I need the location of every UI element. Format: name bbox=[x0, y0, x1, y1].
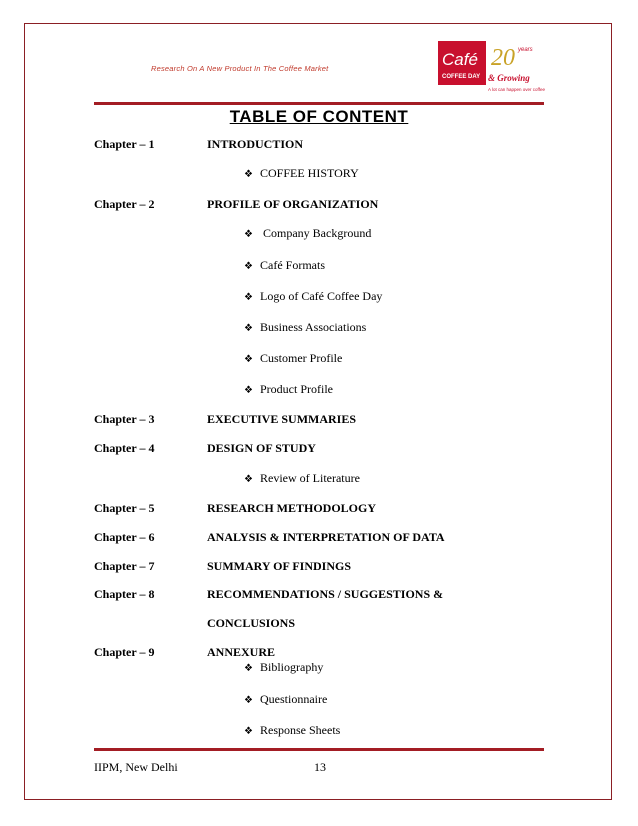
toc-subitem: ❖ Questionnaire bbox=[244, 692, 328, 706]
page-title: TABLE OF CONTENT bbox=[229, 107, 409, 126]
logo-subname: COFFEE DAY bbox=[442, 74, 481, 80]
chapter-label: Chapter – 1 bbox=[94, 137, 155, 151]
diamond-bullet-icon: ❖ bbox=[244, 726, 253, 737]
chapter-label: Chapter – 7 bbox=[94, 559, 155, 573]
toc-subitem: ❖ Bibliography bbox=[244, 660, 324, 674]
chapter-title: SUMMARY OF FINDINGS bbox=[207, 559, 352, 573]
chapter-title: RESEARCH METHODOLOGY bbox=[207, 501, 377, 515]
chapter-label: Chapter – 8 bbox=[94, 587, 155, 601]
chapter-label: Chapter – 5 bbox=[94, 501, 155, 515]
chapter-label: Chapter – 3 bbox=[94, 412, 155, 426]
chapter-title: ANNEXURE bbox=[207, 645, 276, 659]
toc-subitem: ❖ Product Profile bbox=[244, 382, 333, 396]
chapter-label: Chapter – 6 bbox=[94, 530, 155, 544]
cafe-coffee-day-logo bbox=[436, 37, 545, 95]
diamond-bullet-icon: ❖ bbox=[244, 474, 253, 485]
toc-subitem: ❖ Response Sheets bbox=[244, 723, 341, 737]
header-rule bbox=[94, 102, 544, 105]
diamond-bullet-icon: ❖ bbox=[244, 354, 253, 365]
logo-tagline: A lot can happen over coffee bbox=[488, 87, 545, 92]
toc-subitem: ❖ Café Formats bbox=[244, 258, 325, 272]
diamond-bullet-icon: ❖ bbox=[244, 169, 253, 180]
chapter-label: Chapter – 9 bbox=[94, 645, 155, 659]
toc-subitem: ❖ Customer Profile bbox=[244, 351, 343, 365]
toc-subitem: ❖ Logo of Café Coffee Day bbox=[244, 289, 383, 303]
header-slogan: Research On A New Product In The Coffee Market bbox=[151, 64, 329, 73]
diamond-bullet-icon: ❖ bbox=[244, 695, 253, 706]
diamond-bullet-icon: ❖ bbox=[244, 323, 253, 334]
chapter-title: DESIGN OF STUDY bbox=[207, 441, 316, 455]
chapter-title: PROFILE OF ORGANIZATION bbox=[207, 197, 379, 211]
diamond-bullet-icon: ❖ bbox=[244, 261, 253, 272]
diamond-bullet-icon: ❖ bbox=[244, 385, 253, 396]
chapter-title-continued: CONCLUSIONS bbox=[207, 616, 296, 630]
footer-institute: IIPM, New Delhi bbox=[94, 760, 178, 774]
toc-subitem: ❖ Company Background bbox=[244, 226, 372, 240]
logo-growing: & Growing bbox=[488, 73, 530, 83]
footer-rule bbox=[94, 748, 544, 751]
diamond-bullet-icon: ❖ bbox=[244, 292, 253, 303]
diamond-bullet-icon: ❖ bbox=[244, 663, 253, 674]
toc-subitem: ❖ COFFEE HISTORY bbox=[244, 166, 359, 180]
chapter-title: INTRODUCTION bbox=[207, 137, 304, 151]
diamond-bullet-icon: ❖ bbox=[244, 229, 253, 240]
chapter-title: EXECUTIVE SUMMARIES bbox=[207, 412, 357, 426]
logo-years: years bbox=[518, 47, 533, 53]
chapter-title: RECOMMENDATIONS / SUGGESTIONS & bbox=[207, 587, 444, 601]
chapter-title: ANALYSIS & INTERPRETATION OF DATA bbox=[207, 530, 445, 544]
chapter-label: Chapter – 2 bbox=[94, 197, 155, 211]
logo-name: Café bbox=[442, 50, 478, 69]
page-number: 13 bbox=[314, 760, 326, 774]
logo-badge: 20 bbox=[491, 45, 515, 71]
toc-subitem: ❖ Review of Literature bbox=[244, 471, 360, 485]
toc-subitem: ❖ Business Associations bbox=[244, 320, 367, 334]
chapter-label: Chapter – 4 bbox=[94, 441, 155, 455]
